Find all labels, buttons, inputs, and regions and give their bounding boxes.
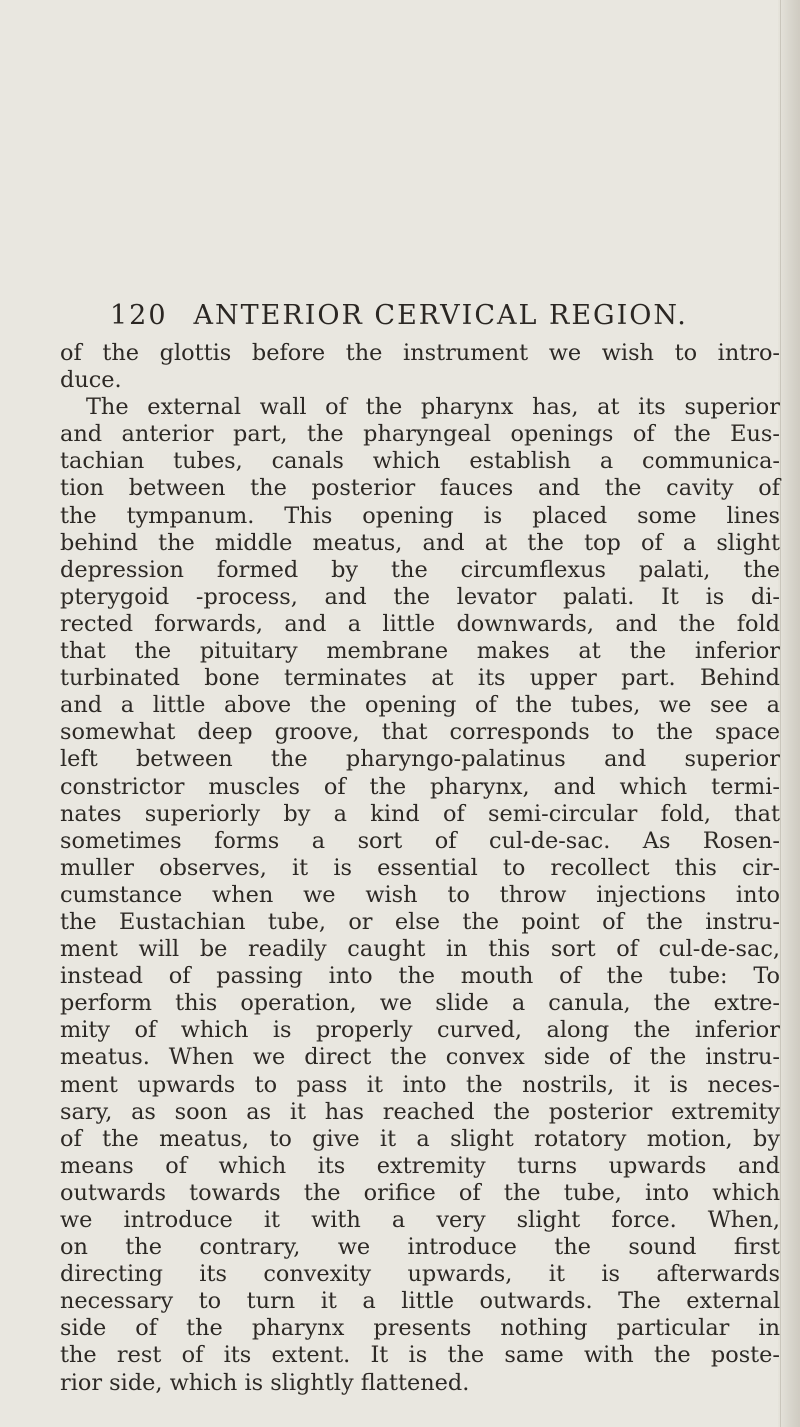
text-line: pterygoid -process, and the levator palati. It is di-	[60, 583, 780, 610]
text-line: The external wall of the pharynx has, at its superior	[86, 394, 780, 421]
text-line: of the glottis before the instrument we wish to intro-	[60, 340, 780, 366]
running-header	[110, 300, 770, 331]
text-line: instead of passing into the mouth of the tube: To	[60, 963, 780, 990]
text-line: duce.	[60, 367, 122, 394]
text-line: necessary to turn it a little outwards. The external	[60, 1288, 780, 1315]
text-line: constrictor muscles of the pharynx, and which termi-	[60, 773, 780, 800]
text-line: sary, as soon as it has reached the posterior extremity	[60, 1098, 780, 1125]
text-line: ment upwards to pass it into the nostrils, it is neces-	[60, 1071, 780, 1098]
body-text	[60, 340, 780, 1397]
text-line: depression formed by the circumflexus palati, the	[60, 556, 780, 583]
text-line: nates superiorly by a kind of semi-circular fold, that	[60, 800, 780, 827]
paragraph-pharynx-wall	[60, 394, 780, 1396]
text-line: outwards towards the orifice of the tube, into which	[60, 1179, 780, 1206]
text-line: cumstance when we wish to throw injections into	[60, 881, 780, 908]
text-line: perform this operation, we slide a canula, the extre-	[60, 990, 780, 1017]
text-line: left between the pharyngo-palatinus and superior	[60, 746, 780, 773]
text-line: meatus. When we direct the convex side of the instru-	[60, 1044, 780, 1071]
text-line: tion between the posterior fauces and the cavity of	[60, 475, 780, 502]
text-line: tachian tubes, canals which establish a communica-	[60, 448, 780, 475]
text-line: on the contrary, we introduce the sound first	[60, 1234, 780, 1261]
text-line: muller observes, it is essential to recollect this cir-	[60, 854, 780, 881]
text-line: sometimes forms a sort of cul-de-sac. As Rosen-	[60, 827, 780, 854]
text-line: that the pituitary membrane makes at the inferior	[60, 638, 780, 665]
text-line: directing its convexity upwards, it is afterwards	[60, 1261, 780, 1288]
text-line: of the meatus, to give it a slight rotatory motion, by	[60, 1125, 780, 1152]
text-line: rected forwards, and a little downwards, and the fold	[60, 610, 780, 637]
text-line: means of which its extremity turns upwards and	[60, 1152, 780, 1179]
paragraph-continued	[60, 340, 780, 394]
text-line: the tympanum. This opening is placed some lines	[60, 502, 780, 529]
text-line: rior side, which is slightly flattened.	[60, 1369, 470, 1396]
running-title: ANTERIOR CERVICAL REGION.	[193, 300, 688, 331]
text-line: behind the middle meatus, and at the top of a slight	[60, 529, 780, 556]
text-line: and a little above the opening of the tubes, we see a	[60, 692, 780, 719]
text-line: ment will be readily caught in this sort of cul-de-sac,	[60, 936, 780, 963]
text-line: the Eustachian tube, or else the point of the instru-	[60, 908, 780, 935]
text-line: side of the pharynx presents nothing particular in	[60, 1315, 780, 1342]
page-edge	[778, 0, 800, 1427]
text-line: somewhat deep groove, that corresponds to the space	[60, 719, 780, 746]
text-line: the rest of its extent. It is the same with the poste-	[60, 1342, 780, 1369]
text-line: turbinated bone terminates at its upper part. Behind	[60, 665, 780, 692]
text-line: and anterior part, the pharyngeal openings of the Eus-	[60, 421, 780, 448]
text-line: we introduce it with a very slight force. When,	[60, 1207, 780, 1233]
page-number: 120	[110, 300, 168, 331]
text-line: mity of which is properly curved, along the inferior	[60, 1017, 780, 1044]
